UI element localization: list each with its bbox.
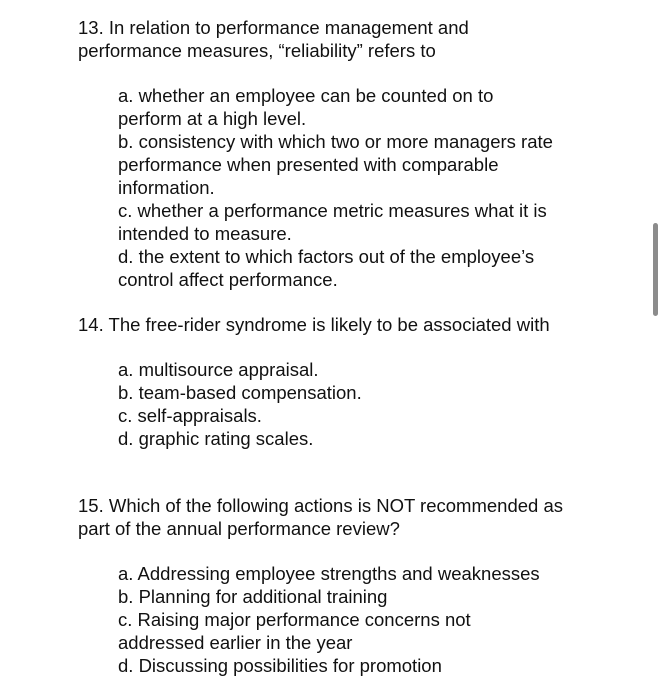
answer-option-c: c. whether a performance metric measures what it is intended to measure. — [118, 200, 547, 244]
question-13 — [78, 16, 598, 291]
answer-option-a: a. whether an employee can be counted on to perform at a high level. — [118, 85, 494, 129]
question-14 — [78, 313, 598, 450]
question-text: 14. The free-rider syndrome is likely to be associated with — [78, 314, 550, 335]
answer-options — [118, 358, 588, 450]
question-text: 15. Which of the following actions is NOT recommended as part of the annual performance review? — [78, 495, 563, 539]
answer-option-a: a. multisource appraisal. — [118, 359, 319, 380]
answer-options — [118, 562, 588, 677]
answer-option-c: c. self-appraisals. — [118, 405, 262, 426]
vertical-scrollbar[interactable] — [653, 223, 658, 316]
answer-option-d: d. Discussing possibilities for promotion — [118, 655, 442, 676]
answer-option-d: d. graphic rating scales. — [118, 428, 314, 449]
answer-option-b: b. team-based compensation. — [118, 382, 362, 403]
question-15 — [78, 494, 598, 677]
question-text: 13. In relation to performance management and performance measures, “reliability” refers to — [78, 17, 469, 61]
answer-option-b: b. consistency with which two or more managers rate performance when presented with comparable information. — [118, 131, 553, 198]
answer-options — [118, 84, 588, 291]
answer-option-c: c. Raising major performance concerns not addressed earlier in the year — [118, 609, 471, 653]
answer-option-d: d. the extent to which factors out of the employee’s control affect performance. — [118, 246, 535, 290]
answer-option-b: b. Planning for additional training — [118, 586, 388, 607]
answer-option-a: a. Addressing employee strengths and weaknesses — [118, 563, 540, 584]
